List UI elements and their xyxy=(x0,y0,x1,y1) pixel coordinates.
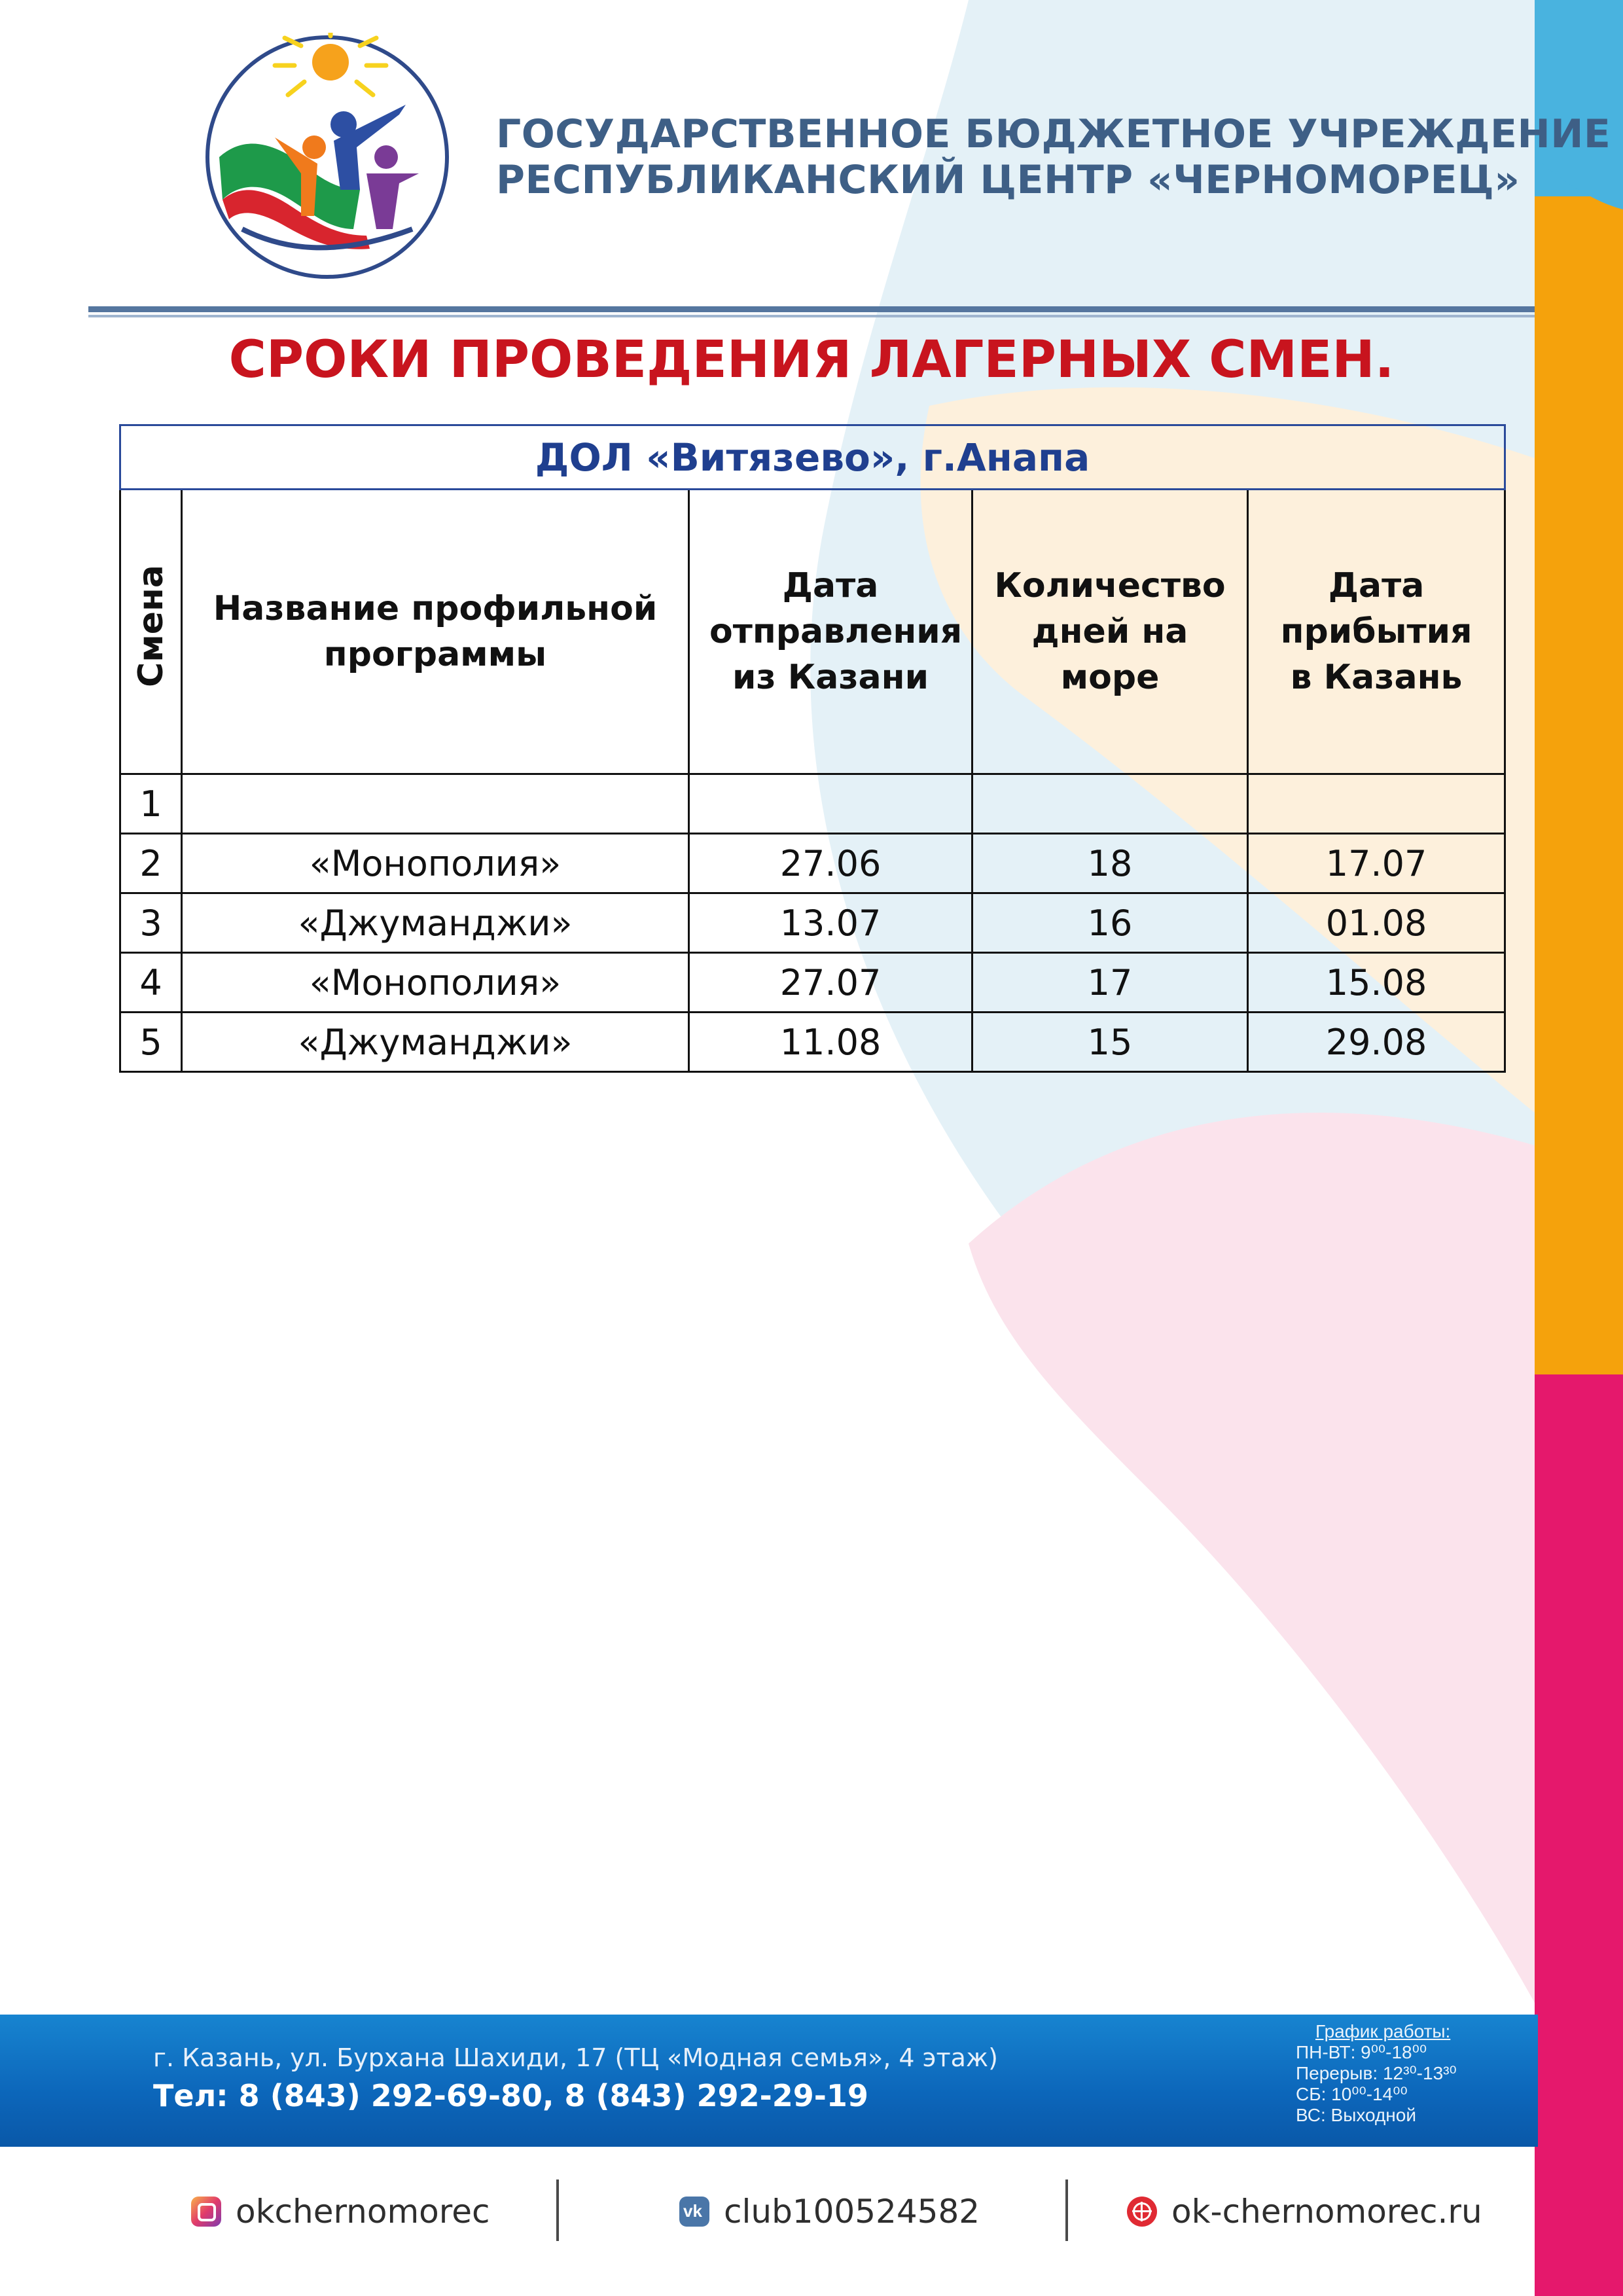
column-header-program-label: Название профильной программы xyxy=(213,589,658,674)
column-header-arrive xyxy=(1248,490,1505,774)
cell-days: 17 xyxy=(972,953,1248,1013)
column-header-shift-label: Смена xyxy=(131,564,171,687)
column-header-depart-label: Дата отправления из Казани xyxy=(709,566,963,697)
cell-shift: 3 xyxy=(120,893,182,953)
cell-depart: 13.07 xyxy=(689,893,972,953)
footer-phone: Тел: 8 (843) 292-69-80, 8 (843) 292-29-19 xyxy=(153,2078,868,2113)
working-hours xyxy=(1296,2021,1457,2126)
table-row xyxy=(120,1013,1505,1072)
globe-icon xyxy=(1127,2197,1157,2227)
cell-days: 16 xyxy=(972,893,1248,953)
header-divider-thin xyxy=(88,315,1535,317)
organization-name-line2: РЕСПУБЛИКАНСКИЙ ЦЕНТР «ЧЕРНОМОРЕЦ» xyxy=(496,157,1520,203)
cell-days xyxy=(972,774,1248,834)
table-row xyxy=(120,834,1505,893)
column-header-program xyxy=(182,490,689,774)
shift-schedule-table xyxy=(119,424,1506,1073)
instagram-icon xyxy=(191,2197,221,2227)
cell-program: «Джуманджи» xyxy=(182,1013,689,1072)
cell-shift: 4 xyxy=(120,953,182,1013)
cell-arrive xyxy=(1248,774,1505,834)
header-divider xyxy=(88,306,1535,312)
footer-address: г. Казань, ул. Бурхана Шахиди, 17 (ТЦ «Модная семья», 4 этаж) xyxy=(153,2043,998,2072)
cell-program: «Монополия» xyxy=(182,953,689,1013)
chernomorets-logo-icon xyxy=(203,33,452,281)
cell-arrive: 29.08 xyxy=(1248,1013,1505,1072)
cell-program xyxy=(182,774,689,834)
hours-saturday: СБ: 10⁰⁰-14⁰⁰ xyxy=(1296,2084,1408,2104)
cell-arrive: 17.07 xyxy=(1248,834,1505,893)
column-header-shift xyxy=(120,490,182,774)
cell-depart: 11.08 xyxy=(689,1013,972,1072)
cell-program: «Джуманджи» xyxy=(182,893,689,953)
cell-days: 18 xyxy=(972,834,1248,893)
organization-name xyxy=(496,111,1611,203)
website-url: ok-chernomorec.ru xyxy=(1171,2193,1482,2231)
table-header-row xyxy=(120,490,1505,774)
cell-shift: 2 xyxy=(120,834,182,893)
website-link[interactable] xyxy=(1127,2193,1482,2231)
footer-separator xyxy=(1065,2179,1068,2241)
column-header-days xyxy=(972,490,1248,774)
table-row xyxy=(120,893,1505,953)
instagram-handle: okchernomorec xyxy=(236,2193,490,2231)
page-title: СРОКИ ПРОВЕДЕНИЯ ЛАГЕРНЫХ СМЕН. xyxy=(228,331,1395,389)
cell-shift: 1 xyxy=(120,774,182,834)
column-header-arrive-label: Дата прибытия в Казань xyxy=(1280,566,1472,697)
cell-arrive: 15.08 xyxy=(1248,953,1505,1013)
table-row xyxy=(120,774,1505,834)
table-row xyxy=(120,953,1505,1013)
organization-name-line1: ГОСУДАРСТВЕННОЕ БЮДЖЕТНОЕ УЧРЕЖДЕНИЕ xyxy=(496,111,1611,157)
table-caption: ДОЛ «Витязево», г.Анапа xyxy=(120,425,1505,490)
vk-icon: vk xyxy=(679,2197,709,2227)
column-header-depart xyxy=(689,490,972,774)
hours-break: Перерыв: 12³⁰-13³⁰ xyxy=(1296,2063,1457,2083)
hours-sunday: ВС: Выходной xyxy=(1296,2105,1416,2125)
working-hours-title: График работы: xyxy=(1315,2021,1451,2041)
cell-shift: 5 xyxy=(120,1013,182,1072)
cell-days: 15 xyxy=(972,1013,1248,1072)
instagram-link[interactable] xyxy=(191,2193,490,2231)
vk-club-id: club100524582 xyxy=(724,2193,980,2231)
cell-depart: 27.06 xyxy=(689,834,972,893)
footer-separator xyxy=(556,2179,559,2241)
column-header-days-label: Количество дней на море xyxy=(994,566,1226,697)
cell-depart xyxy=(689,774,972,834)
vk-link[interactable] xyxy=(679,2193,980,2231)
cell-program: «Монополия» xyxy=(182,834,689,893)
cell-arrive: 01.08 xyxy=(1248,893,1505,953)
hours-weekdays: ПН-ВТ: 9⁰⁰-18⁰⁰ xyxy=(1296,2042,1427,2062)
cell-depart: 27.07 xyxy=(689,953,972,1013)
